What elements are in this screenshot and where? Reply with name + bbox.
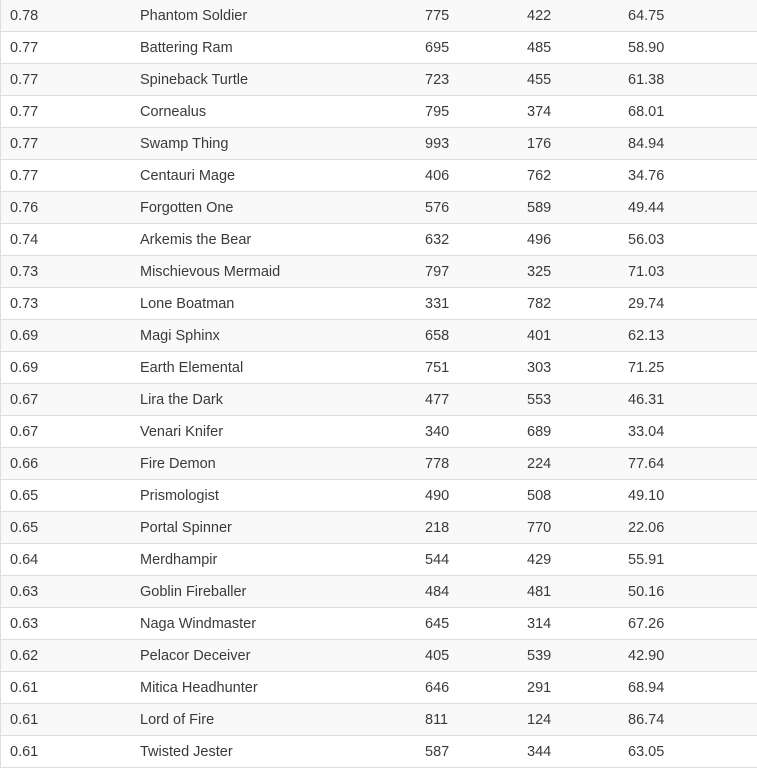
name-cell: Arkemis the Bear (140, 224, 425, 256)
value-a-cell: 484 (425, 576, 527, 608)
table-row (1, 608, 757, 640)
table-row (1, 512, 757, 544)
table-row (1, 288, 757, 320)
table-row (1, 384, 757, 416)
value-b-cell: 770 (527, 512, 628, 544)
percent-cell: 56.03 (628, 224, 757, 256)
table-row (1, 128, 757, 160)
value-b-cell: 291 (527, 672, 628, 704)
score-cell: 0.67 (1, 384, 141, 416)
value-b-cell: 401 (527, 320, 628, 352)
score-cell: 0.65 (1, 480, 141, 512)
value-b-cell: 762 (527, 160, 628, 192)
value-b-cell: 124 (527, 704, 628, 736)
percent-cell: 34.76 (628, 160, 757, 192)
table-row (1, 320, 757, 352)
percent-cell: 49.10 (628, 480, 757, 512)
name-cell: Portal Spinner (140, 512, 425, 544)
value-a-cell: 778 (425, 448, 527, 480)
value-a-cell: 576 (425, 192, 527, 224)
value-b-cell: 344 (527, 736, 628, 768)
value-a-cell: 544 (425, 544, 527, 576)
value-b-cell: 314 (527, 608, 628, 640)
score-cell: 0.66 (1, 448, 141, 480)
value-b-cell: 224 (527, 448, 628, 480)
table-row (1, 192, 757, 224)
score-cell: 0.77 (1, 96, 141, 128)
percent-cell: 64.75 (628, 0, 757, 32)
value-b-cell: 303 (527, 352, 628, 384)
table-row (1, 160, 757, 192)
name-cell: Lord of Fire (140, 704, 425, 736)
value-b-cell: 422 (527, 0, 628, 32)
score-cell: 0.73 (1, 256, 141, 288)
percent-cell: 77.64 (628, 448, 757, 480)
percent-cell: 58.90 (628, 32, 757, 64)
value-a-cell: 795 (425, 96, 527, 128)
name-cell: Mitica Headhunter (140, 672, 425, 704)
name-cell: Battering Ram (140, 32, 425, 64)
value-a-cell: 406 (425, 160, 527, 192)
score-cell: 0.78 (1, 0, 141, 32)
table-row (1, 480, 757, 512)
percent-cell: 63.05 (628, 736, 757, 768)
table-row (1, 704, 757, 736)
percent-cell: 84.94 (628, 128, 757, 160)
score-cell: 0.77 (1, 64, 141, 96)
score-cell: 0.74 (1, 224, 141, 256)
name-cell: Magi Sphinx (140, 320, 425, 352)
table-row (1, 352, 757, 384)
percent-cell: 67.26 (628, 608, 757, 640)
name-cell: Cornealus (140, 96, 425, 128)
name-cell: Spineback Turtle (140, 64, 425, 96)
value-b-cell: 481 (527, 576, 628, 608)
name-cell: Lira the Dark (140, 384, 425, 416)
value-a-cell: 775 (425, 0, 527, 32)
name-cell: Goblin Fireballer (140, 576, 425, 608)
name-cell: Mischievous Mermaid (140, 256, 425, 288)
percent-cell: 29.74 (628, 288, 757, 320)
percent-cell: 49.44 (628, 192, 757, 224)
percent-cell: 42.90 (628, 640, 757, 672)
value-a-cell: 695 (425, 32, 527, 64)
value-a-cell: 587 (425, 736, 527, 768)
name-cell: Prismologist (140, 480, 425, 512)
table-row (1, 544, 757, 576)
value-a-cell: 993 (425, 128, 527, 160)
value-b-cell: 782 (527, 288, 628, 320)
name-cell: Centauri Mage (140, 160, 425, 192)
value-b-cell: 553 (527, 384, 628, 416)
table-row (1, 640, 757, 672)
value-b-cell: 689 (527, 416, 628, 448)
name-cell: Phantom Soldier (140, 0, 425, 32)
name-cell: Earth Elemental (140, 352, 425, 384)
value-a-cell: 218 (425, 512, 527, 544)
value-a-cell: 723 (425, 64, 527, 96)
percent-cell: 68.01 (628, 96, 757, 128)
percent-cell: 33.04 (628, 416, 757, 448)
score-cell: 0.61 (1, 736, 141, 768)
score-cell: 0.67 (1, 416, 141, 448)
value-b-cell: 455 (527, 64, 628, 96)
value-b-cell: 485 (527, 32, 628, 64)
score-cell: 0.61 (1, 672, 141, 704)
table-body (1, 0, 757, 768)
name-cell: Twisted Jester (140, 736, 425, 768)
table-row (1, 416, 757, 448)
name-cell: Naga Windmaster (140, 608, 425, 640)
percent-cell: 86.74 (628, 704, 757, 736)
name-cell: Pelacor Deceiver (140, 640, 425, 672)
name-cell: Swamp Thing (140, 128, 425, 160)
name-cell: Merdhampir (140, 544, 425, 576)
table-row (1, 576, 757, 608)
percent-cell: 68.94 (628, 672, 757, 704)
table-row (1, 256, 757, 288)
name-cell: Forgotten One (140, 192, 425, 224)
value-a-cell: 331 (425, 288, 527, 320)
value-b-cell: 325 (527, 256, 628, 288)
score-cell: 0.77 (1, 160, 141, 192)
score-cell: 0.77 (1, 32, 141, 64)
name-cell: Fire Demon (140, 448, 425, 480)
percent-cell: 71.03 (628, 256, 757, 288)
percent-cell: 61.38 (628, 64, 757, 96)
table-row (1, 0, 757, 32)
table-row (1, 672, 757, 704)
table-row (1, 64, 757, 96)
value-a-cell: 811 (425, 704, 527, 736)
score-cell: 0.61 (1, 704, 141, 736)
table-row (1, 32, 757, 64)
value-b-cell: 374 (527, 96, 628, 128)
table-row (1, 96, 757, 128)
value-b-cell: 176 (527, 128, 628, 160)
value-a-cell: 658 (425, 320, 527, 352)
score-cell: 0.76 (1, 192, 141, 224)
value-a-cell: 490 (425, 480, 527, 512)
percent-cell: 22.06 (628, 512, 757, 544)
value-b-cell: 429 (527, 544, 628, 576)
value-b-cell: 508 (527, 480, 628, 512)
percent-cell: 50.16 (628, 576, 757, 608)
score-cell: 0.73 (1, 288, 141, 320)
name-cell: Lone Boatman (140, 288, 425, 320)
score-cell: 0.77 (1, 128, 141, 160)
score-cell: 0.63 (1, 608, 141, 640)
percent-cell: 71.25 (628, 352, 757, 384)
score-cell: 0.65 (1, 512, 141, 544)
table-row (1, 448, 757, 480)
value-b-cell: 496 (527, 224, 628, 256)
score-cell: 0.69 (1, 320, 141, 352)
score-cell: 0.63 (1, 576, 141, 608)
value-b-cell: 539 (527, 640, 628, 672)
percent-cell: 46.31 (628, 384, 757, 416)
value-a-cell: 477 (425, 384, 527, 416)
value-a-cell: 797 (425, 256, 527, 288)
value-a-cell: 405 (425, 640, 527, 672)
percent-cell: 55.91 (628, 544, 757, 576)
value-b-cell: 589 (527, 192, 628, 224)
table-row (1, 224, 757, 256)
score-cell: 0.62 (1, 640, 141, 672)
value-a-cell: 646 (425, 672, 527, 704)
percent-cell: 62.13 (628, 320, 757, 352)
name-cell: Venari Knifer (140, 416, 425, 448)
value-a-cell: 645 (425, 608, 527, 640)
value-a-cell: 751 (425, 352, 527, 384)
value-a-cell: 632 (425, 224, 527, 256)
table-row (1, 736, 757, 768)
value-a-cell: 340 (425, 416, 527, 448)
score-cell: 0.69 (1, 352, 141, 384)
score-cell: 0.64 (1, 544, 141, 576)
